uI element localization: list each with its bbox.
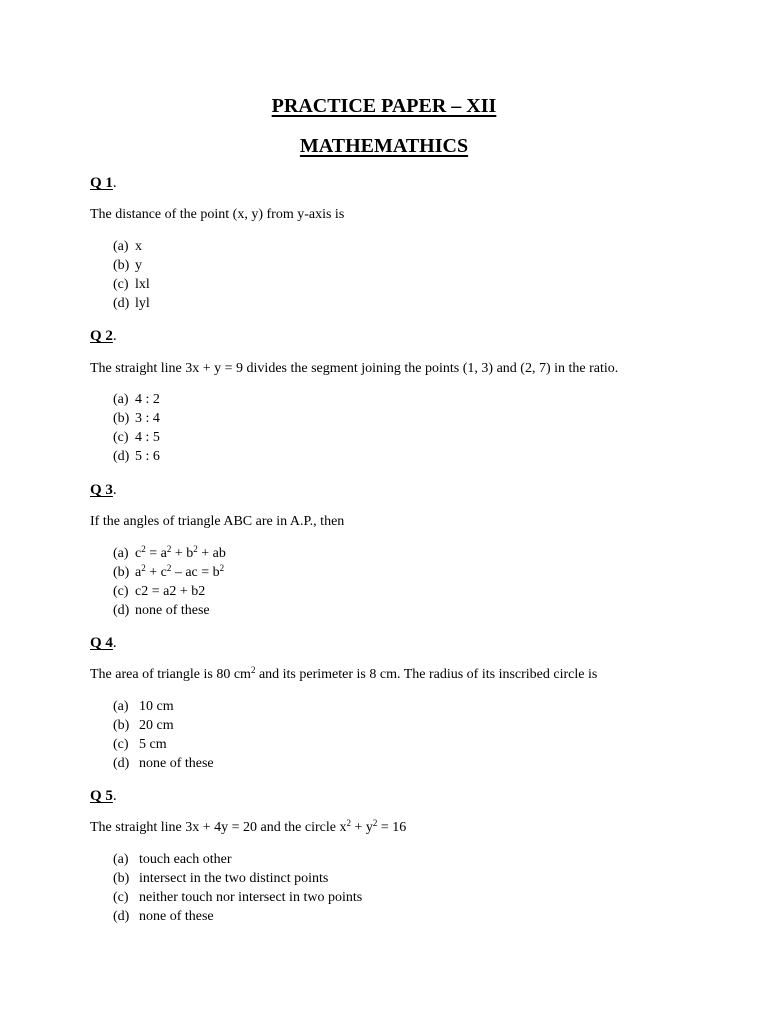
question-3-label: Q 3. — [90, 482, 117, 498]
option: (a) touch each other — [113, 852, 232, 867]
question-4-label: Q 4. — [90, 635, 117, 651]
question-2-options — [113, 390, 160, 466]
question-4-options — [113, 697, 214, 773]
option: (a) 10 cm — [113, 699, 174, 714]
question-2-label: Q 2. — [90, 328, 117, 344]
subject-title: MATHEMATHICS — [299, 135, 469, 157]
option: (d) none of these — [113, 756, 214, 771]
option: (a) 4 : 2 — [113, 392, 160, 407]
option: (b) 20 cm — [113, 718, 174, 733]
question-1-label: Q 1. — [90, 175, 117, 191]
option: (c) 4 : 5 — [113, 430, 160, 445]
paper-title: PRACTICE PAPER – XII — [271, 95, 497, 117]
option: (c) lxl — [113, 277, 150, 292]
question-4-text: The area of triangle is 80 $cm^2$ and its perimeter is 8 cm. The radius of its inscribed circle is — [90, 665, 598, 682]
option: (b) $a^2 + c^2$ – ac = $b^2$ — [113, 563, 225, 580]
question-2-text: The straight line 3x + y = 9 divides the segment joining the points (1, 3) and (2, 7) in the ratio. — [90, 361, 619, 376]
option: (a) x — [113, 239, 142, 254]
option: (d) none of these — [113, 603, 210, 618]
option: (c) c2 = a2 + b2 — [113, 584, 206, 599]
question-5-label: Q 5. — [90, 788, 117, 804]
question-3-text: If the angles of triangle ABC are in A.P., then — [90, 514, 345, 529]
option: (a) $c^2 = a^2 + b^2$ + ab — [113, 544, 226, 561]
question-1-text: The distance of the point (x, y) from y-axis is — [90, 207, 345, 222]
option: (b) y — [113, 258, 142, 273]
option: (d) lyl — [113, 296, 150, 311]
option: (b) intersect in the two distinct points — [113, 871, 329, 886]
option: (d) 5 : 6 — [113, 449, 160, 464]
option: (c) 5 cm — [113, 737, 167, 752]
option: (c) neither touch nor intersect in two points — [113, 890, 363, 905]
option: (b) 3 : 4 — [113, 411, 160, 426]
question-1-options — [113, 237, 150, 313]
question-3-options — [113, 544, 226, 620]
question-5-text: The straight line 3x + 4y = 20 and the circle $x^2 + y^2 = 16$ — [90, 818, 407, 835]
option: (d) none of these — [113, 909, 214, 924]
question-5-options — [113, 850, 362, 926]
